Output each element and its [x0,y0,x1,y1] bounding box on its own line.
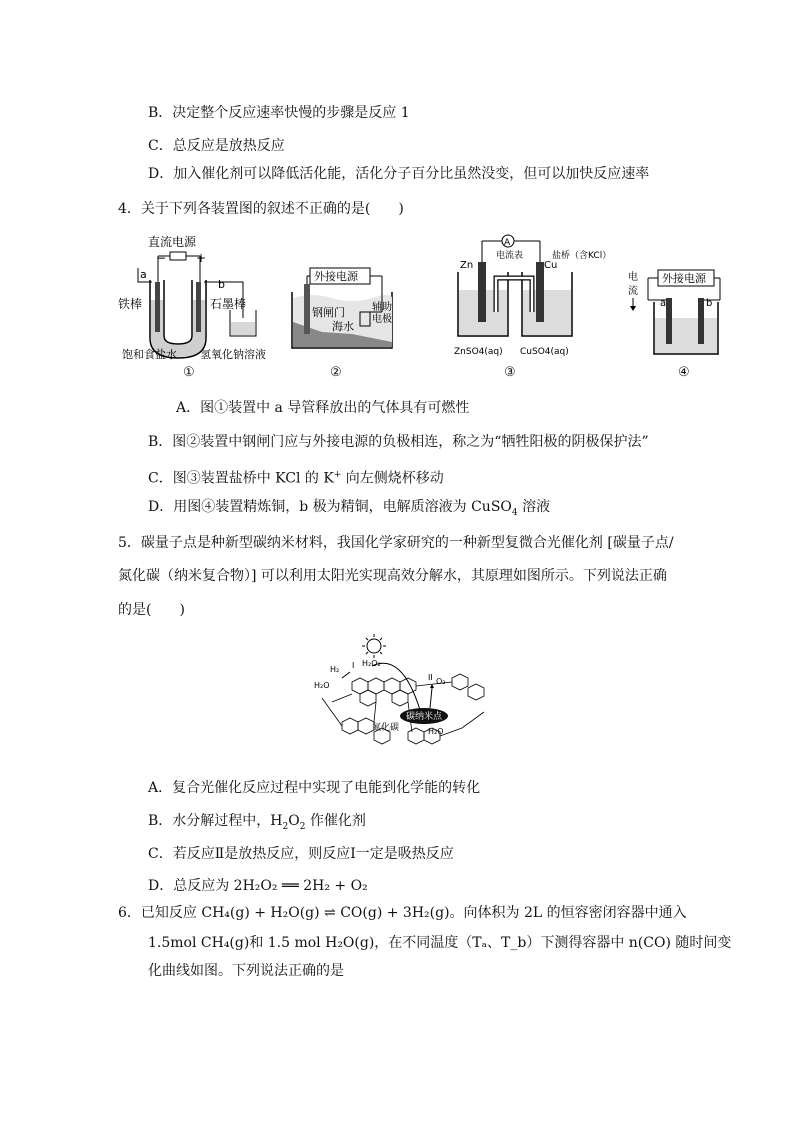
q5-option-a: A．复合光催化反应过程中实现了电能到化学能的转化 [148,780,481,796]
fig1-number: ① [183,365,195,380]
fig4-power-label: 外接电源 [662,272,706,285]
fig1-graphite-rod: 石墨棒 [210,297,247,311]
fig5-h2: H₂ [330,665,340,674]
q3-option-c: C．总反应是放热反应 [148,138,285,154]
q5-stem-line-3: 的是( ) [118,602,185,618]
fig2-number: ② [330,365,342,380]
q4-figure-2 [282,262,402,362]
fig4-label-a: a [660,298,667,309]
q6-stem-line-3: 化曲线如图。下列说法正确的是 [148,963,344,979]
fig4-current-2: 流 [628,286,638,297]
fig3-left-solution: ZnSO4(aq) [454,347,503,357]
fig2-aux-2: 电极 [372,314,392,325]
q4-stem: 4．关于下列各装置图的叙述不正确的是( ) [118,201,404,217]
q5-option-c: C．若反应Ⅱ是放热反应，则反应Ⅰ一定是吸热反应 [148,846,454,862]
q5-option-d: D．总反应为 2H₂O₂ ══ 2H₂ + O₂ [148,878,368,894]
fig3-ammeter: A [504,238,511,248]
fig5-step-2: II [428,673,433,682]
q4-figure-3 [452,232,612,362]
q4-option-b: B．图②装置中钢闸门应与外接电源的负极相连，称之为“牺牲阳极的阴极保护法” [148,434,649,450]
q3-option-b: B．决定整个反应速率快慢的步骤是反应 1 [148,105,410,121]
fig1-naoh: 氢氧化钠溶液 [200,348,266,361]
fig3-zn: Zn [460,260,474,271]
q4-figure-4 [624,262,724,362]
q3-option-d: D．加入催化剂可以降低活化能，活化分子百分比虽然没变，但可以加快反应速率 [148,166,650,182]
fig1-minus: − [156,251,167,265]
q6-stem-line-2: 1.5mol CH₄(g)和 1.5 mol H₂O(g)，在不同温度（Tₐ、T_b）下测得容器中 n(CO) 随时间变 [148,935,732,951]
q4-option-c: C．图③装置盐桥中 KCl 的 K+ 向左侧烧杯移动 [148,470,444,487]
fig2-power-label: 外接电源 [314,270,358,283]
fig2-gate: 钢闸门 [312,306,345,319]
fig4-current-1: 电 [628,272,638,283]
fig3-number: ③ [504,365,516,380]
fig5-step-1: I [352,661,355,670]
fig1-label-a: a [140,268,147,281]
q5-stem-line-1: 5．碳量子点是种新型碳纳米材料，我国化学家研究的一种新型复微合光催化剂 [碳量子点/ [118,535,674,551]
fig1-plus: + [196,251,207,265]
fig5-h2o-right: H₂O [428,727,444,736]
fig5-carbon-nitride: 氮化碳 [372,723,400,733]
fig3-bridge-label: 盐桥（含KCl） [552,251,612,261]
q6-stem-line-1: 6．已知反应 CH₄(g) + H₂O(g) ⇌ CO(g) + 3H₂(g)。向体积为 2L 的恒容密闭容器中通入 [118,905,687,921]
fig5-o2: O₂ [436,677,446,686]
fig4-label-b: b [706,298,713,309]
fig1-iron-rod: 铁棒 [118,297,143,311]
fig3-cu: Cu [544,260,558,271]
q5-figure [312,632,492,762]
fig2-seawater: 海水 [332,320,354,333]
fig2-aux-1: 辅助 [372,302,392,313]
q5-option-b: B．水分解过程中，$H_2O_2$ 作催化剂 [148,813,366,832]
fig3-right-solution: CuSO4(aq) [520,347,569,357]
fig5-h2o2: H₂O₂ [362,659,381,668]
fig4-number: ④ [678,365,690,380]
q4-option-d: D．用图④装置精炼铜，b 极为精铜，电解质溶液为 CuSO$_4$ 溶液 [148,499,551,518]
fig1-power-label: 直流电源 [148,235,197,249]
fig3-meter-label: 电流表 [496,251,524,261]
fig1-brine: 饱和食盐水 [122,348,177,361]
q4-figure-1 [118,230,298,380]
fig1-label-b: b [218,278,225,291]
fig5-h2o-left: H₂O [314,681,330,690]
q4-option-a: A．图①装置中 a 导管释放出的气体具有可燃性 [176,400,470,416]
q5-stem-line-2: 氮化碳（纳米复合物）] 可以利用太阳光实现高效分解水，其原理如图所示。下列说法正确 [118,568,667,584]
fig5-carbon-dot: 碳纳米点 [406,712,443,722]
